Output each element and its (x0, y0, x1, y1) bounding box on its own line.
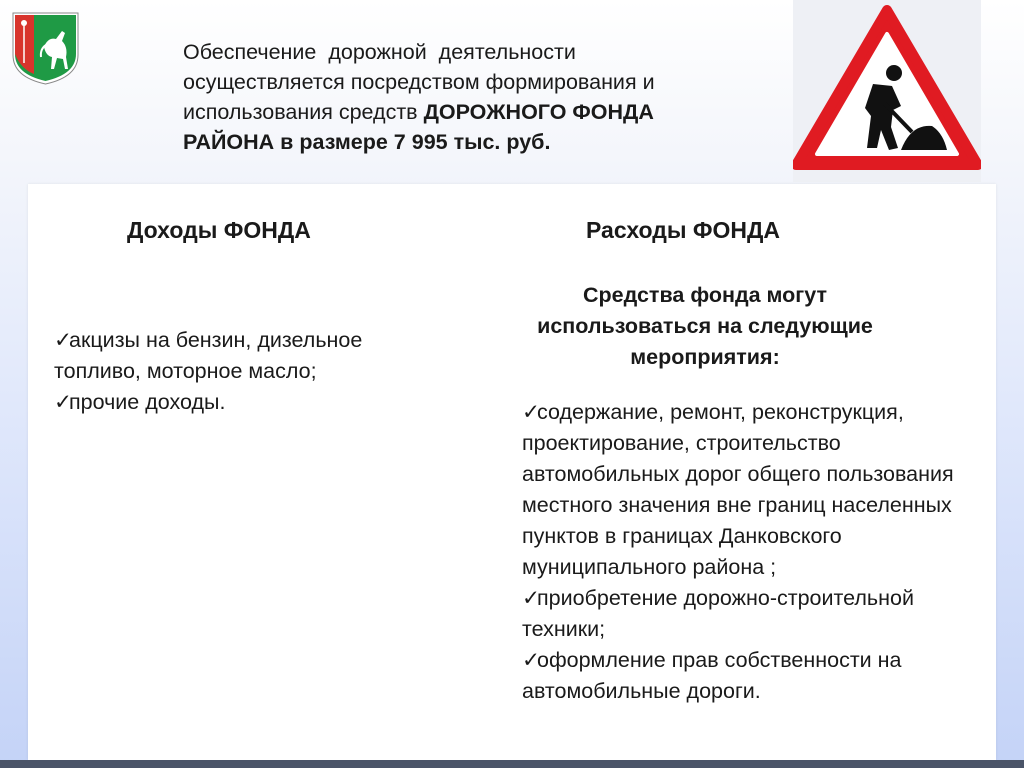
expense-title: Расходы ФОНДА (586, 217, 781, 243)
check-icon: ✓ (54, 390, 73, 414)
road-works-sign-icon (793, 0, 981, 182)
check-icon: ✓ (522, 400, 541, 424)
income-item-text: акцизы на бензин, дизельное топливо, моторное масло; (54, 328, 363, 383)
expense-item (522, 583, 972, 645)
expense-item-text: приобретение дорожно-строительной техники; (522, 586, 914, 641)
expense-item-text: оформление прав собственности на автомобильные дороги. (522, 648, 902, 703)
expense-intro: Средства фонда могут использоваться на следующие мероприятия: (537, 283, 873, 369)
expense-item-text: содержание, ремонт, реконструкция, проектирование, строительство автомобильных дорог общего пользования местного значения вне границ населенных пунктов в границах Данковского муниципального района ; (522, 400, 954, 579)
income-item (54, 387, 434, 418)
check-icon: ✓ (54, 328, 73, 352)
intro-line-3-plain: использования средств (183, 100, 424, 124)
intro-amount-bold: РАЙОНА в размере 7 995 тыс. руб. (183, 130, 551, 154)
income-item-text: прочие доходы. (69, 390, 226, 414)
intro-line-1: Обеспечение дорожной деятельности (183, 40, 576, 64)
check-icon: ✓ (522, 648, 541, 672)
income-title: Доходы ФОНДА (127, 217, 311, 243)
expense-list (522, 397, 972, 707)
coat-of-arms-icon (10, 11, 81, 85)
intro-road-fund-bold: ДОРОЖНОГО ФОНДА (423, 100, 654, 124)
income-item (54, 325, 434, 387)
bottom-bar (0, 760, 1024, 768)
intro-line-4 (183, 127, 783, 157)
intro-text (183, 37, 783, 157)
income-list (54, 325, 434, 418)
intro-line-3 (183, 97, 783, 127)
check-icon: ✓ (522, 586, 541, 610)
intro-line-2: осуществляется посредством формирования и (183, 70, 655, 94)
expense-item (522, 397, 972, 583)
expense-item (522, 645, 972, 707)
